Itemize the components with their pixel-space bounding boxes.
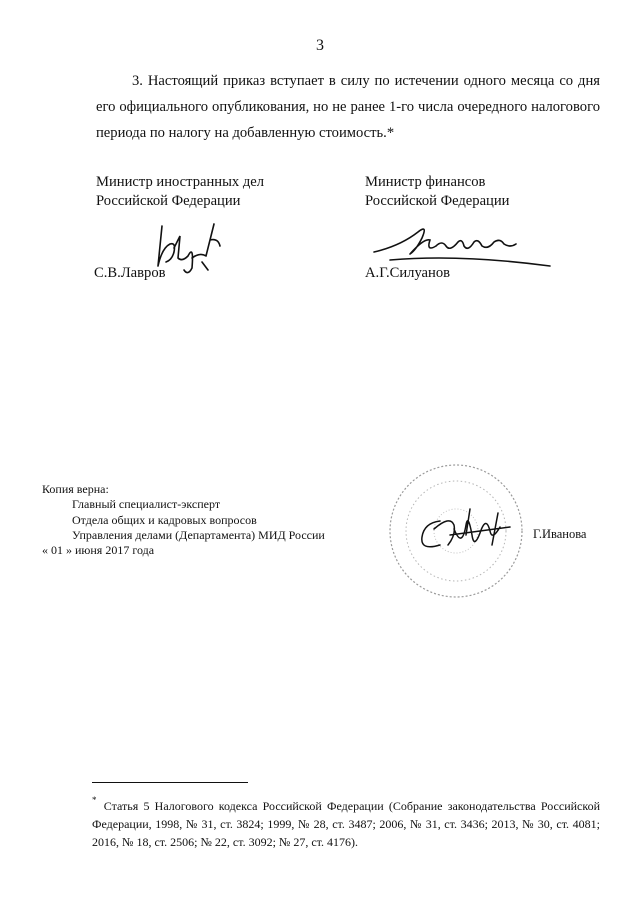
order-paragraph [96,68,600,146]
signatory-left-title [96,173,264,211]
footnote-text: Статья 5 Налогового кодекса Российской Федерации (Собрание законодательства Российской Федерации, 1998, № 31, ст. 3824; 1999, № 28, ст. 3487; 2006, № 31, ст. 3436; 2013, № 30, ст. 4081; 2016, № 18, ст. 2506; № 22, ст. 3092; № 27, ст. 4176). [92,799,601,849]
certifier-position-line1: Главный специалист-эксперт [72,497,221,511]
page-number: 3 [316,37,324,54]
certification-date: « 01 » июня 2017 года [42,543,155,557]
siluanov-signature [370,218,555,270]
signatory-right-title-line1: Министр финансов [365,174,486,190]
copy-certified-label: Копия верна: [42,482,109,496]
signatory-right-title [365,173,510,211]
signatory-left-name: С.В.Лавров [94,265,166,281]
signatory-left-title-line2: Российской Федерации [96,193,241,209]
signatory-right-title-line2: Российской Федерации [365,193,510,209]
paragraph-text: 3. Настоящий приказ вступает в силу по истечении одного месяца со дня его официального опубликования, но не ранее 1-го числа очередного налогового периода по налогу на добавленную стоимость.* [96,73,600,141]
footnote [92,793,600,851]
certifier-position-line2: Отдела общих и кадровых вопросов [72,513,257,527]
signatory-left-title-line1: Министр иностранных дел [96,174,265,190]
footnote-divider [92,782,248,783]
certifier-position-line3: Управления делами (Департамента) МИД России [72,528,325,542]
certifier-name: Г.Иванова [533,527,587,541]
ivanova-signature [410,505,520,560]
footnote-marker: * [92,795,97,805]
signatory-right-name: А.Г.Силуанов [365,265,451,281]
